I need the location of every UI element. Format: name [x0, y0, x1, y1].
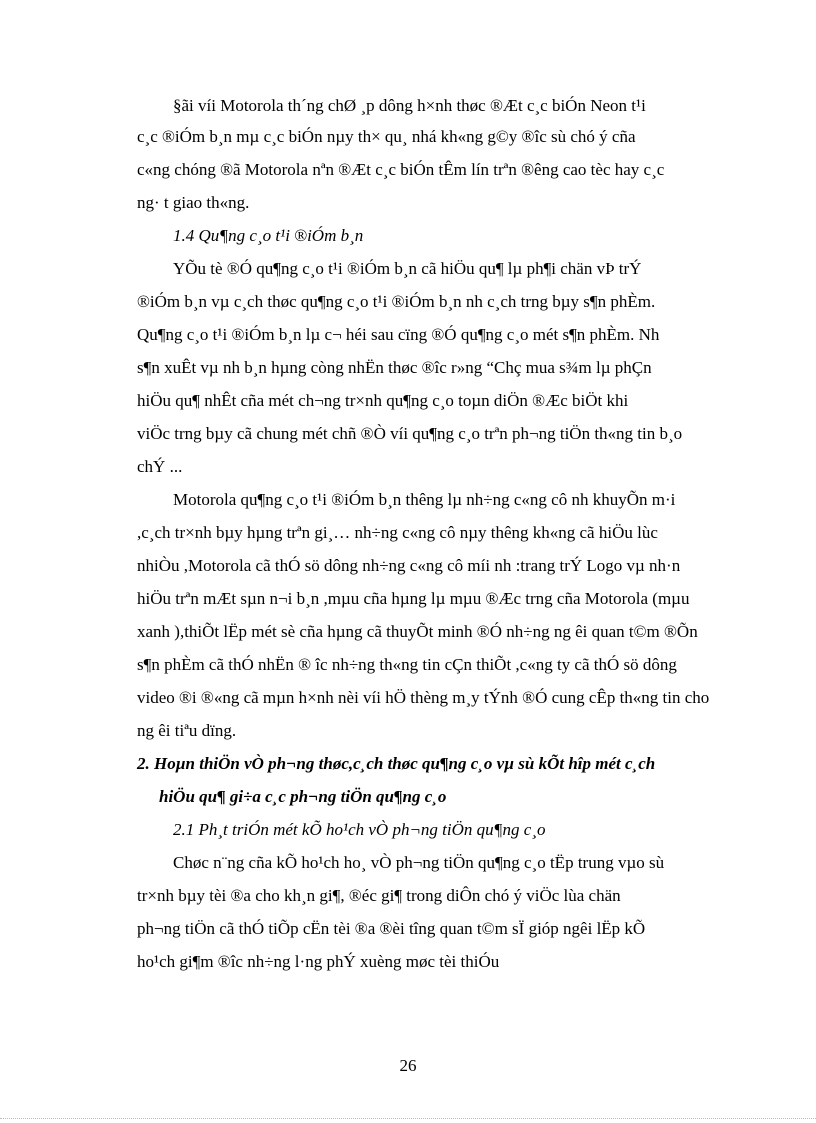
page-bottom-divider [0, 1118, 816, 1119]
text-line: nhiÒu ,Motorola cã thÓ sö dông nh÷ng c«ng cô míi nh :trang trÝ Logo vµ nh·n [137, 556, 681, 575]
text-line: s¶n phÈm cã thÓ nhËn ® îc nh÷ng th«ng tin cÇn thiÕt ,c«ng ty cã thÓ sö dông [137, 655, 677, 674]
text-line: Chøc n¨ng cña kÕ ho¹ch ho¸ vÒ ph¬ng tiÖn qu¶ng c¸o tËp trung vµo sù [173, 853, 665, 872]
text-line: ho¹ch gi¶m ®îc nh÷ng l·ng phÝ xuèng møc tèi thiÓu [137, 952, 500, 971]
text-line: hiÖu qu¶ nhÊt cña mét ch¬ng tr×nh qu¶ng c¸o toµn diÖn ®Æc biÖt khi [137, 391, 629, 410]
chapter-heading: 2. Hoµn thiÖn vÒ ph¬ng thøc,c¸ch thøc qu¶ng c¸o vµ sù kÕt hîp mét c¸ch [137, 754, 656, 773]
section-heading: 1.4 Qu¶ng c¸o t¹i ®iÓm b¸n [173, 226, 364, 245]
text-line: viÖc trng bµy cã chung mét chñ ®Ò víi qu¶ng c¸o trªn ph¬ng tiÖn th«ng tin b¸o [137, 424, 683, 443]
text-line: ng· t giao th«ng. [137, 193, 250, 212]
page-number: 26 [399, 1056, 417, 1075]
text-line: c«ng chóng ®ã Motorola nªn ®Æt c¸c biÓn tÊm lín trªn ®êng cao tèc hay c¸c [137, 160, 665, 179]
text-line: c¸c ®iÓm b¸n mµ c¸c biÓn nµy th× qu¸ nhá kh«ng g©y ®îc sù chó ý cña [137, 127, 636, 146]
section-heading: 2.1 Ph¸t triÓn mét kÕ ho¹ch vÒ ph¬ng tiÖn qu¶ng c¸o [173, 820, 546, 839]
text-line: YÕu tè ®Ó qu¶ng c¸o t¹i ®iÓm b¸n cã hiÖu qu¶ lµ ph¶i chän vÞ trÝ [173, 259, 642, 278]
text-line: ph¬ng tiÖn cã thÓ tiÕp cËn tèi ®a ®èi tîng quan t©m sÏ gióp ngêi lËp kÕ [137, 919, 646, 938]
text-line: §ãi víi Motorola th´ng chØ ¸p dông h×nh thøc ®Æt c¸c biÓn Neon t¹i [173, 96, 646, 115]
text-line: ng êi tiªu dïng. [137, 721, 237, 740]
text-line: video ®i ®«ng cã mµn h×nh nèi víi hÖ thèng m¸y tÝnh ®Ó cung cÊp th«ng tin cho [137, 688, 710, 707]
text-line: xanh ),thiÕt lËp mét sè cña hµng cã thuyÕt minh ®Ó nh÷ng ng êi quan t©m ®Õn [137, 622, 698, 641]
text-line: tr×nh bµy tèi ®a cho kh¸n gi¶, ®éc gi¶ trong diÔn chó ý viÖc lùa chän [137, 886, 621, 905]
text-line: s¶n xuÊt vµ nh b¸n hµng còng nhËn thøc ®îc r»ng “Chç mua s¾m lµ phÇn [137, 358, 652, 377]
text-line: ,c¸ch tr×nh bµy hµng trªn gi¸… nh÷ng c«ng cô nµy thêng kh«ng cã hiÖu lùc [137, 523, 658, 542]
text-line: ®iÓm b¸n vµ c¸ch thøc qu¶ng c¸o t¹i ®iÓm b¸n nh c¸ch trng bµy s¶n phÈm. [137, 292, 656, 311]
text-line: Qu¶ng c¸o t¹i ®iÓm b¸n lµ c¬ héi sau cïng ®Ó qu¶ng c¸o mét s¶n phÈm. Nh [137, 325, 660, 344]
text-line: Motorola qu¶ng c¸o t¹i ®iÓm b¸n thêng lµ nh÷ng c«ng cô nh khuyÕn m·i [173, 490, 676, 509]
text-line: chÝ ... [137, 457, 183, 476]
chapter-heading: hiÖu qu¶ gi÷a c¸c ph¬ng tiÖn qu¶ng c¸o [159, 787, 447, 806]
text-line: hiÖu trªn mÆt sµn n¬i b¸n ,mµu cña hµng lµ mµu ®Æc trng cña Motorola (mµu [137, 589, 690, 608]
